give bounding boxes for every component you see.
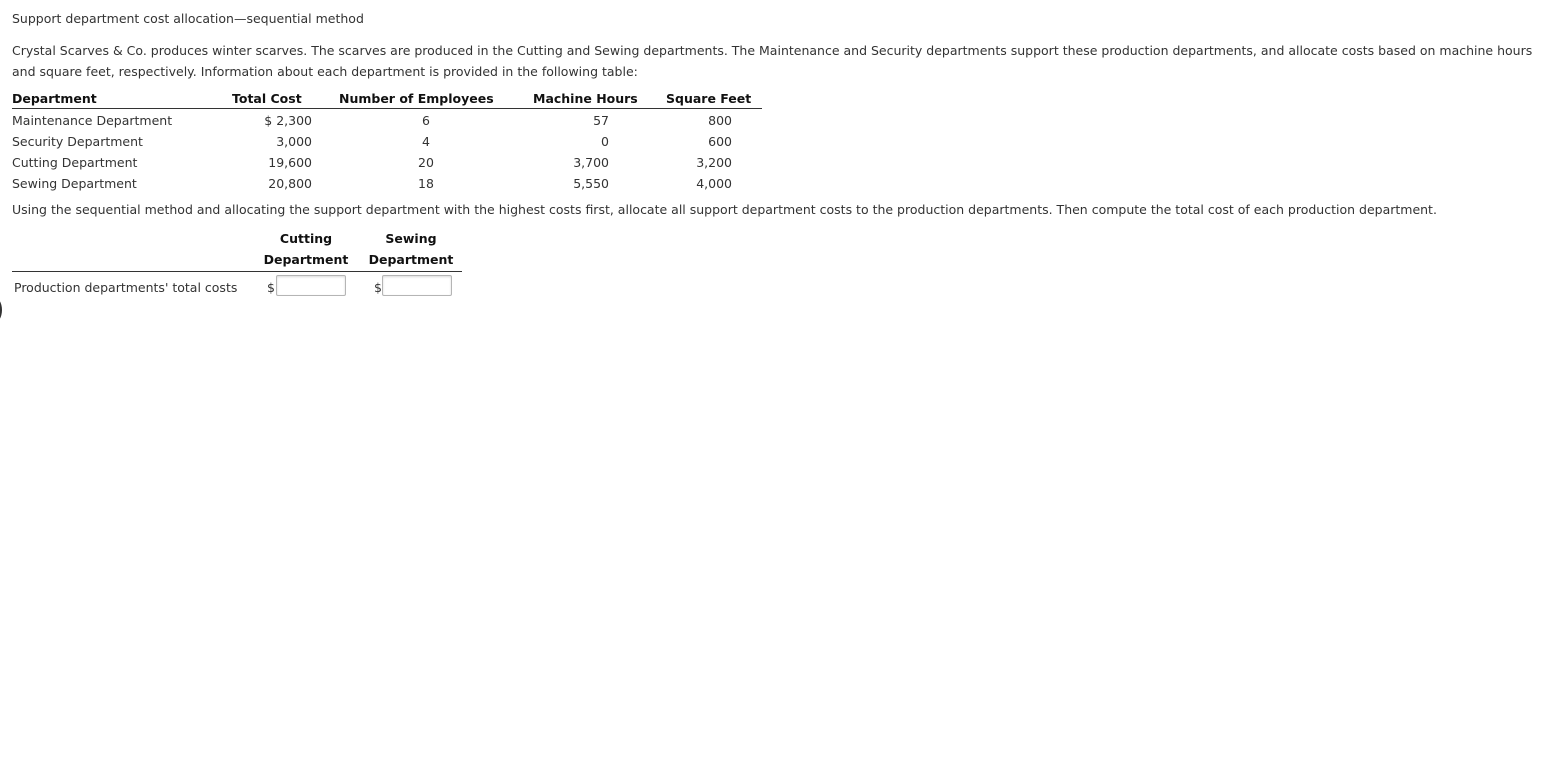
edge-circle-decoration bbox=[0, 297, 2, 323]
currency-symbol: $ bbox=[267, 280, 275, 295]
department-name: Maintenance Department bbox=[12, 113, 173, 128]
machine-hours-cell: 3,700 bbox=[573, 155, 609, 170]
total-cost-cell: $ 2,300 bbox=[264, 113, 312, 128]
header-cutting-line1: Cutting bbox=[279, 231, 333, 246]
page-title: Support department cost allocation—sequential method bbox=[12, 11, 364, 26]
intro-paragraph: Crystal Scarves & Co. produces winter scarves. The scarves are produced in the Cutting and Sewing departments. The Maintenance and Security departments support these production departments, and allocate costs based on machine hours and square feet, respectively. Information about each department is provided in the following table: bbox=[12, 43, 1533, 79]
header-machine-hours: Machine Hours bbox=[533, 91, 638, 106]
total-cost-cell: 20,800 bbox=[268, 176, 312, 191]
table-row bbox=[12, 130, 762, 151]
instruction-text: Using the sequential method and allocating the support department with the highest costs first, allocate all support department costs to the production departments. Then compute the total cost of each production department. bbox=[12, 202, 1437, 217]
currency-symbol: $ bbox=[374, 280, 382, 295]
total-cost-cell: 3,000 bbox=[276, 134, 312, 149]
square-feet-cell: 600 bbox=[708, 134, 732, 149]
department-name: Cutting Department bbox=[12, 155, 138, 170]
row-label: Production departments' total costs bbox=[14, 280, 238, 295]
machine-hours-cell: 0 bbox=[601, 134, 609, 149]
header-sewing-line1: Sewing bbox=[385, 231, 437, 246]
square-feet-cell: 800 bbox=[708, 113, 732, 128]
department-table bbox=[12, 88, 762, 193]
header-number-of-employees: Number of Employees bbox=[339, 91, 494, 106]
header-total-cost: Total Cost bbox=[232, 91, 302, 106]
square-feet-cell: 3,200 bbox=[696, 155, 732, 170]
total-cost-cell: 19,600 bbox=[268, 155, 312, 170]
square-feet-cell: 4,000 bbox=[696, 176, 732, 191]
employees-cell: 4 bbox=[422, 134, 430, 149]
employees-cell: 6 bbox=[422, 113, 430, 128]
answer-table-header bbox=[12, 228, 462, 272]
cutting-total-cost-input[interactable] bbox=[276, 275, 346, 296]
header-square-feet: Square Feet bbox=[666, 91, 752, 106]
answer-table bbox=[12, 228, 462, 302]
machine-hours-cell: 5,550 bbox=[573, 176, 609, 191]
department-name: Security Department bbox=[12, 134, 143, 149]
department-table-header bbox=[12, 88, 762, 109]
employees-cell: 20 bbox=[418, 155, 434, 170]
department-name: Sewing Department bbox=[12, 176, 137, 191]
table-row bbox=[12, 172, 762, 193]
header-department: Department bbox=[12, 91, 97, 106]
sewing-total-cost-input[interactable] bbox=[382, 275, 452, 296]
table-row bbox=[12, 151, 762, 172]
employees-cell: 18 bbox=[418, 176, 434, 191]
answer-row bbox=[12, 272, 462, 302]
header-cutting-line2: Department bbox=[263, 252, 349, 267]
table-row bbox=[12, 109, 762, 130]
machine-hours-cell: 57 bbox=[593, 113, 609, 128]
header-sewing-department bbox=[367, 228, 455, 270]
header-cutting-department bbox=[262, 228, 350, 270]
header-sewing-line2: Department bbox=[368, 252, 454, 267]
